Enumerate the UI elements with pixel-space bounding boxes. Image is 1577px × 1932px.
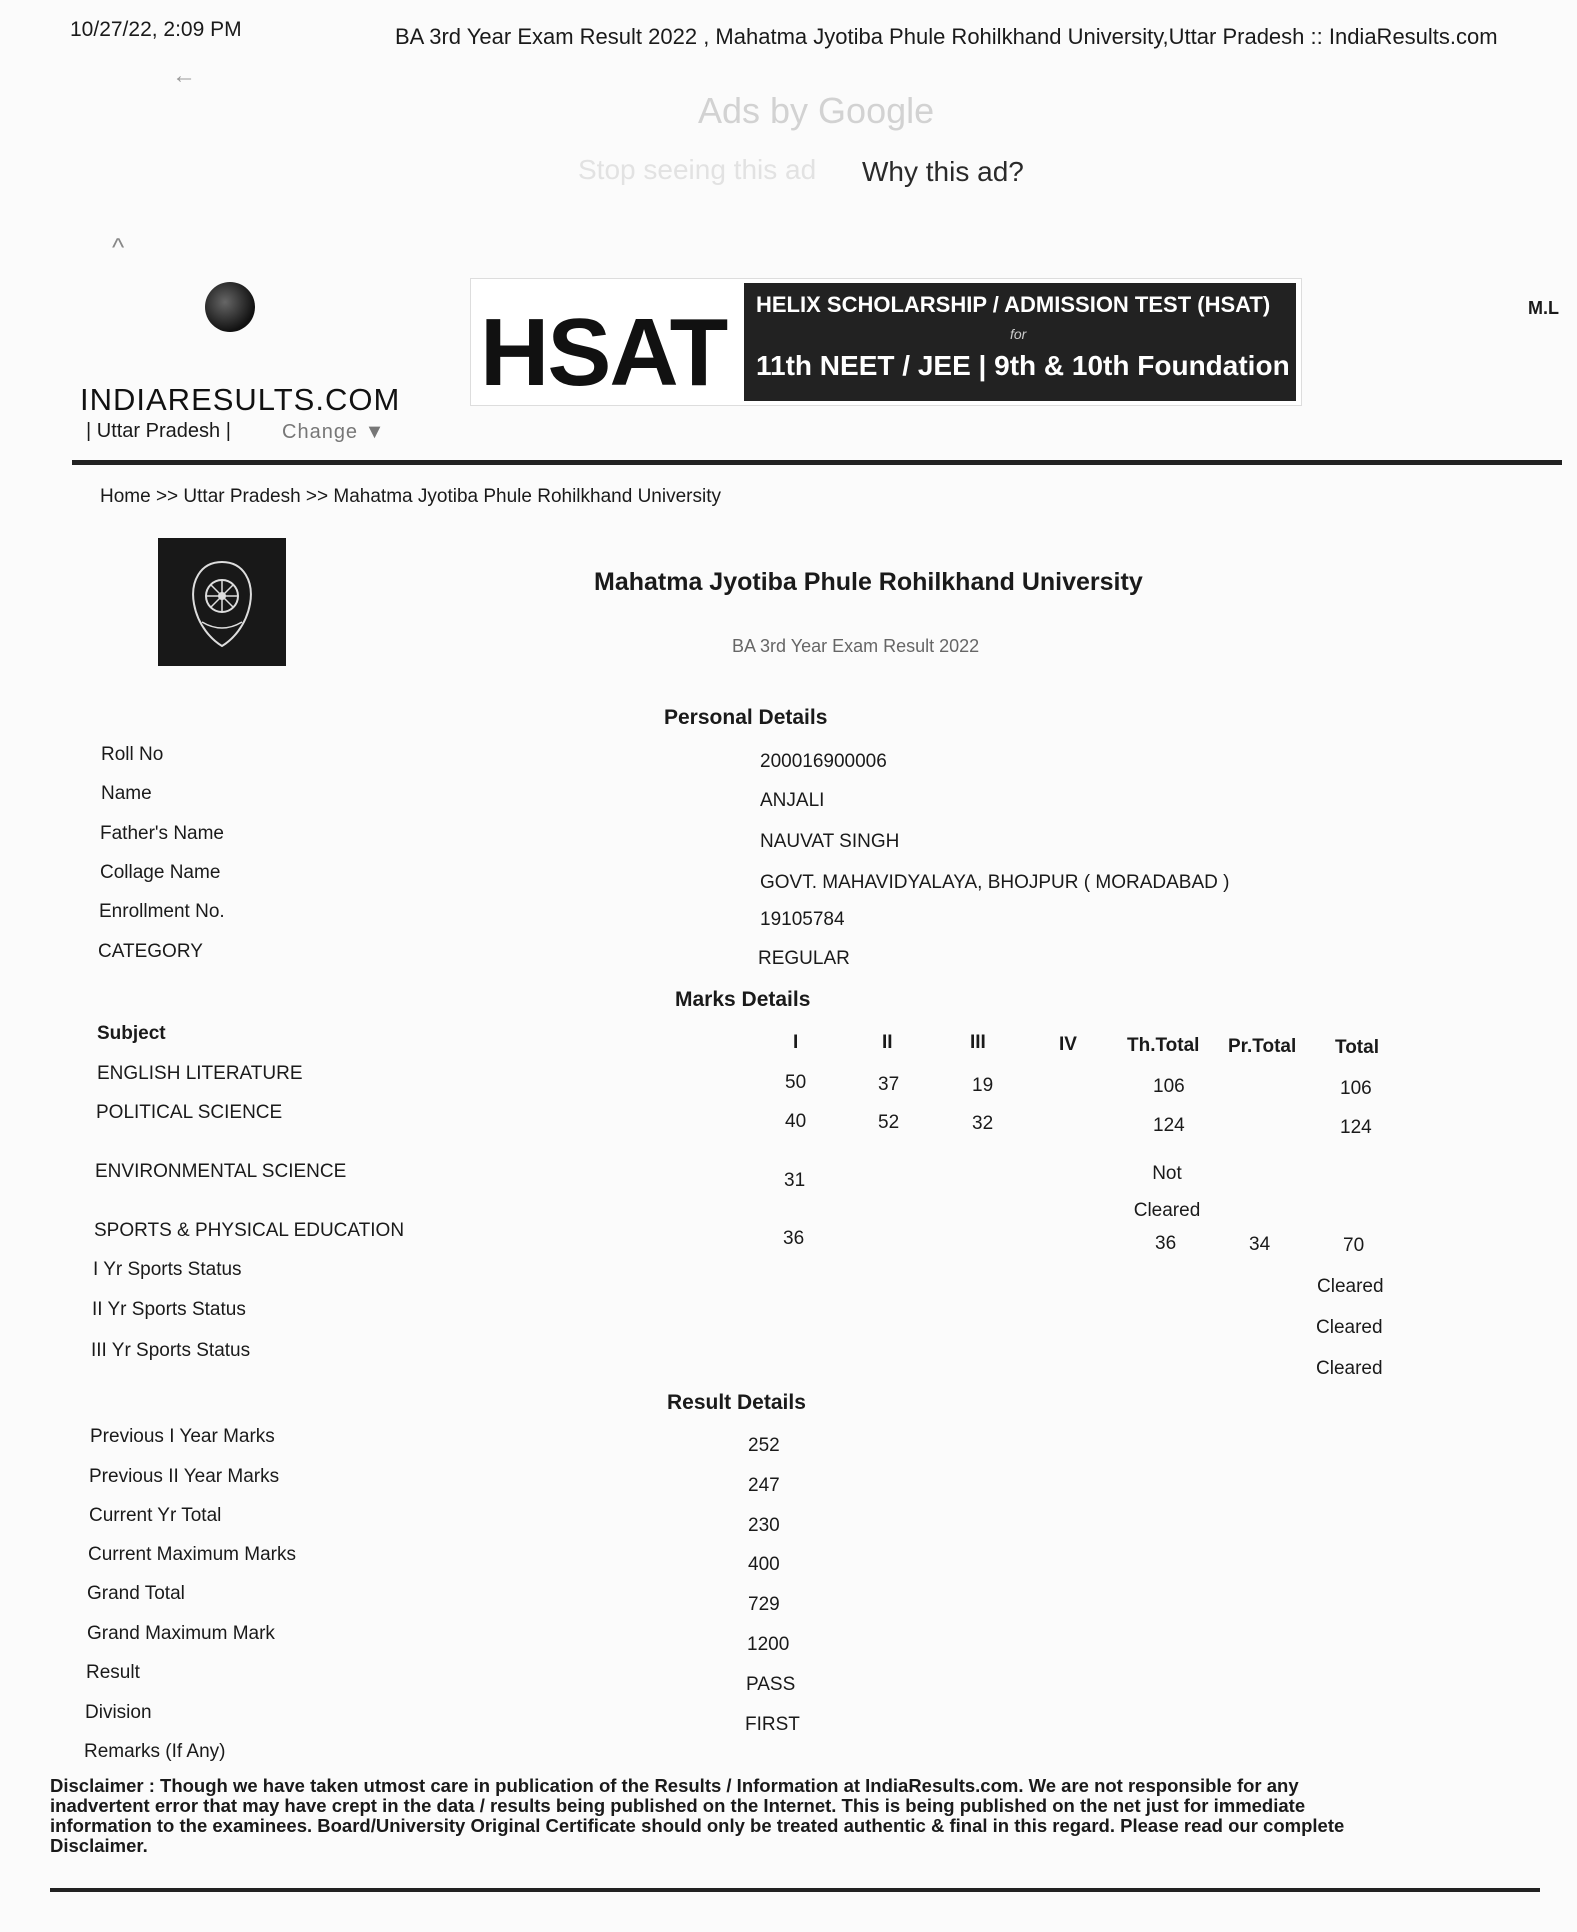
university-emblem <box>158 538 286 666</box>
result-details-heading: Result Details <box>667 1391 806 1414</box>
subject-name: II Yr Sports Status <box>92 1299 246 1320</box>
why-this-ad-link[interactable]: Why this ad? <box>862 156 1024 187</box>
mark-II: 52 <box>878 1112 900 1133</box>
category-value: REGULAR <box>758 948 850 969</box>
chevron-up-icon[interactable]: ^ <box>112 232 125 262</box>
total: 70 <box>1343 1235 1365 1256</box>
corner-tag: M.L <box>1528 298 1559 318</box>
mark-III: 19 <box>972 1075 994 1096</box>
print-datetime: 10/27/22, 2:09 PM <box>70 18 242 41</box>
name-label: Name <box>101 783 152 804</box>
total: Cleared <box>1316 1358 1383 1379</box>
prev-1-year-label: Previous I Year Marks <box>90 1426 275 1447</box>
site-logo-icon <box>205 282 255 332</box>
current-max-label: Current Maximum Marks <box>88 1544 296 1565</box>
prev-1-year-value: 252 <box>748 1435 780 1456</box>
col-subject: Subject <box>97 1023 166 1044</box>
mark-I: 31 <box>784 1170 806 1191</box>
result-value: PASS <box>746 1674 796 1695</box>
division-label: Division <box>85 1702 152 1723</box>
th-total: 36 <box>1155 1233 1177 1254</box>
col-th-total: Th.Total <box>1127 1035 1200 1056</box>
state-label: | Uttar Pradesh | <box>86 420 231 442</box>
mark-I: 50 <box>785 1072 807 1093</box>
prev-2-year-value: 247 <box>748 1475 780 1496</box>
grand-max-value: 1200 <box>747 1634 790 1655</box>
college-name-label: Collage Name <box>100 862 221 883</box>
back-arrow-icon[interactable]: ← <box>172 62 196 89</box>
total: 106 <box>1340 1078 1372 1099</box>
change-state-link[interactable]: Change ▼ <box>282 421 386 443</box>
roll-no-label: Roll No <box>101 744 164 765</box>
subject-name: SPORTS & PHYSICAL EDUCATION <box>94 1220 405 1241</box>
college-name-value: GOVT. MAHAVIDYALAYA, BHOJPUR ( MORADABAD ) <box>760 872 1230 893</box>
roll-no-value: 200016900006 <box>760 751 887 772</box>
category-label: CATEGORY <box>98 941 203 962</box>
disclaimer-text: Disclaimer : Though we have taken utmost care in publication of the Results / Information at IndiaResults.com. We are not responsible for any inadvertent error that may have crept in the data / results being published on the Internet. This is being published on the net just for immediate information to the examinees. Board/University Original Certificate should only be treated authentic & final in this regard. Please read our complete Disclaimer. <box>50 1775 1345 1856</box>
subject-name: I Yr Sports Status <box>93 1259 242 1280</box>
col-II: II <box>882 1032 893 1053</box>
grand-max-label: Grand Maximum Mark <box>87 1623 275 1644</box>
col-I: I <box>793 1032 799 1053</box>
mark-III: 32 <box>972 1113 994 1134</box>
breadcrumb[interactable]: Home >> Uttar Pradesh >> Mahatma Jyotiba Phule Rohilkhand University <box>100 486 721 507</box>
current-total-label: Current Yr Total <box>89 1505 222 1526</box>
marks-details-heading: Marks Details <box>675 988 811 1011</box>
stop-seeing-ad-link[interactable]: Stop seeing this ad <box>578 154 817 185</box>
prev-2-year-label: Previous II Year Marks <box>89 1466 280 1487</box>
col-IV: IV <box>1059 1034 1077 1055</box>
enrollment-no-value: 19105784 <box>760 909 845 930</box>
banner-line1: HELIX SCHOLARSHIP / ADMISSION TEST (HSAT) <box>756 292 1271 317</box>
col-total: Total <box>1335 1037 1379 1058</box>
subject-name: ENVIRONMENTAL SCIENCE <box>95 1161 347 1182</box>
grand-total-label: Grand Total <box>87 1583 185 1604</box>
enrollment-no-label: Enrollment No. <box>99 901 225 922</box>
th-total: 124 <box>1153 1115 1185 1136</box>
th-total: 106 <box>1153 1076 1185 1097</box>
subject-name: POLITICAL SCIENCE <box>96 1102 283 1123</box>
personal-details-heading: Personal Details <box>664 706 828 729</box>
name-value: ANJALI <box>760 790 825 811</box>
header-divider <box>72 460 1562 465</box>
current-max-value: 400 <box>748 1554 780 1575</box>
remarks-label: Remarks (If Any) <box>84 1741 226 1762</box>
total: Cleared <box>1316 1317 1383 1338</box>
banner-hsat-text: HSAT <box>480 299 727 406</box>
banner-line2: 11th NEET / JEE | 9th & 10th Foundation <box>756 350 1290 381</box>
site-logo-text[interactable]: INDIARESULTS.COM <box>80 382 401 417</box>
th-total: Not Cleared <box>1133 1163 1201 1221</box>
university-name: Mahatma Jyotiba Phule Rohilkhand University <box>594 568 1143 596</box>
mark-II: 37 <box>878 1074 900 1095</box>
subject-name: ENGLISH LITERATURE <box>97 1063 303 1084</box>
division-value: FIRST <box>745 1714 800 1735</box>
father-name-label: Father's Name <box>100 823 225 844</box>
col-III: III <box>970 1032 986 1053</box>
ads-by-google-label: Ads by Google <box>698 90 935 131</box>
grand-total-value: 729 <box>748 1594 780 1615</box>
banner-for: for <box>1010 326 1027 342</box>
result-label: Result <box>86 1662 140 1683</box>
father-name-value: NAUVAT SINGH <box>760 831 900 852</box>
total: Cleared <box>1317 1276 1384 1297</box>
print-page-title: BA 3rd Year Exam Result 2022 , Mahatma Jyotiba Phule Rohilkhand University,Uttar Pradesh :: IndiaResults.com <box>395 24 1498 49</box>
mark-I: 36 <box>783 1228 805 1249</box>
total: 124 <box>1340 1117 1372 1138</box>
mark-I: 40 <box>785 1111 807 1132</box>
current-total-value: 230 <box>748 1515 780 1536</box>
pr-total: 34 <box>1249 1234 1271 1255</box>
col-pr-total: Pr.Total <box>1228 1036 1297 1057</box>
subject-name: III Yr Sports Status <box>91 1340 251 1361</box>
exam-name: BA 3rd Year Exam Result 2022 <box>732 636 980 656</box>
footer-divider <box>50 1888 1540 1892</box>
